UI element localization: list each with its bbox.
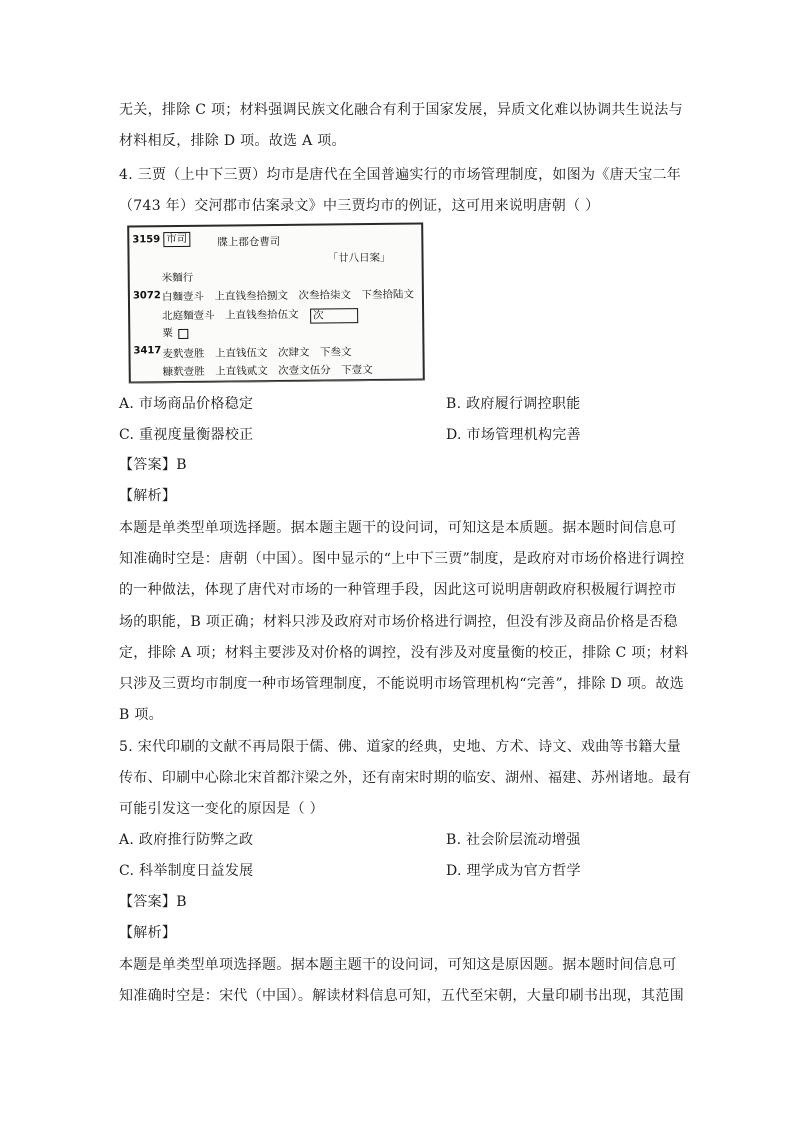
- question-5-stem: 5. 宋代印刷的文献不再局限于儒、佛、道家的经典，史地、方术、诗文、戏曲等书籍大量: [119, 739, 682, 755]
- analysis-label: 【解析】: [119, 488, 177, 504]
- question-5-stem: 可能引发这一变化的原因是（ ）: [119, 801, 324, 817]
- blank-box: [178, 329, 188, 339]
- record-text: 粟: [162, 327, 173, 340]
- record-text: 麦䴬壹胜 上直钱伍文 次肆文 下叁文: [162, 346, 352, 361]
- question-4-stem: （743 年）交河郡市估案录文》中三贾均市的例证，这可用来说明唐朝（ ）: [119, 198, 600, 214]
- option-d: D. 市场管理机构完善: [446, 427, 581, 443]
- market-office-stamp: 市司: [163, 232, 190, 247]
- market-price-record-figure: [127, 222, 425, 383]
- analysis-line: B 项。: [119, 707, 163, 723]
- option-a: A. 市场商品价格稳定: [119, 396, 254, 412]
- option-a: A. 政府推行防弊之政: [119, 832, 254, 848]
- analysis-line: 本题是单类型单项选择题。据本题主题干的设问词，可知这是原因题。据本题时间信息可: [119, 957, 677, 973]
- record-number: 3417: [133, 345, 162, 357]
- record-text: 米麵行: [161, 271, 194, 285]
- record-text: 「廿八日案」: [327, 251, 391, 265]
- option-c: C. 重视度量衡器校正: [119, 427, 254, 443]
- record-number: 3159: [132, 234, 161, 246]
- record-text: 糠䴬壹胜 上直钱贰文 次壹文伍分 下壹文: [162, 363, 373, 379]
- question-4-stem: 4. 三贾（上中下三贾）均市是唐代在全国普遍实行的市场管理制度，如图为《唐天宝二年: [119, 167, 682, 183]
- record-text: 牒上郡仓曹司: [217, 235, 281, 249]
- answer-label: 【答案】B: [119, 894, 187, 910]
- analysis-line: 知准确时空是：宋代（中国）。解读材料信息可知，五代至宋朝，大量印刷书出现，其范围: [119, 988, 684, 1004]
- analysis-label: 【解析】: [119, 925, 177, 941]
- analysis-line: 的一种做法，体现了唐代对市场的一种管理手段，因此这可说明唐朝政府积极履行调控市: [119, 582, 677, 598]
- option-b: B. 政府履行调控职能: [446, 396, 581, 412]
- record-box-text: 次: [310, 308, 358, 324]
- option-c: C. 科举制度日益发展: [119, 863, 254, 879]
- option-d: D. 理学成为官方哲学: [446, 863, 581, 879]
- text-line: 无关，排除 C 项；材料强调民族文化融合有利于国家发展，异质文化难以协调共生说法与: [119, 102, 683, 118]
- option-b: B. 社会阶层流动增强: [446, 832, 581, 848]
- question-5-stem: 传布、印刷中心除北宋首都汴梁之外，还有南宋时期的临安、湖州、福建、苏州诸地。最有: [119, 770, 691, 786]
- text-line: 材料相反，排除 D 项。故选 A 项。: [119, 133, 346, 149]
- analysis-line: 本题是单类型单项选择题。据本题主题干的设问词，可知这是本质题。据本题时间信息可: [119, 520, 677, 536]
- analysis-line: 知准确时空是：唐朝（中国）。图中显示的“上中下三贾”制度，是政府对市场价格进行调控: [119, 551, 685, 567]
- analysis-line: 场的职能，B 项正确；材料只涉及政府对市场价格进行调控，但没有涉及商品价格是否稳: [119, 614, 678, 630]
- analysis-line: 只涉及三贾均市制度一种市场管理制度，不能说明市场管理机构“完善”，排除 D 项。故选: [119, 676, 685, 692]
- record-number: 3072: [132, 290, 161, 302]
- record-text: 北庭麵壹斗 上直钱叁拾伍文: [162, 308, 299, 323]
- answer-label: 【答案】B: [119, 457, 187, 473]
- analysis-line: 定，排除 A 项；材料主要涉及对价格的调控，没有涉及对度量衡的校正，排除 C 项；材料: [119, 645, 689, 661]
- record-text: 白麵壹斗 上直钱叁拾捌文 次叁拾柒文 下叁拾陆文: [161, 288, 414, 304]
